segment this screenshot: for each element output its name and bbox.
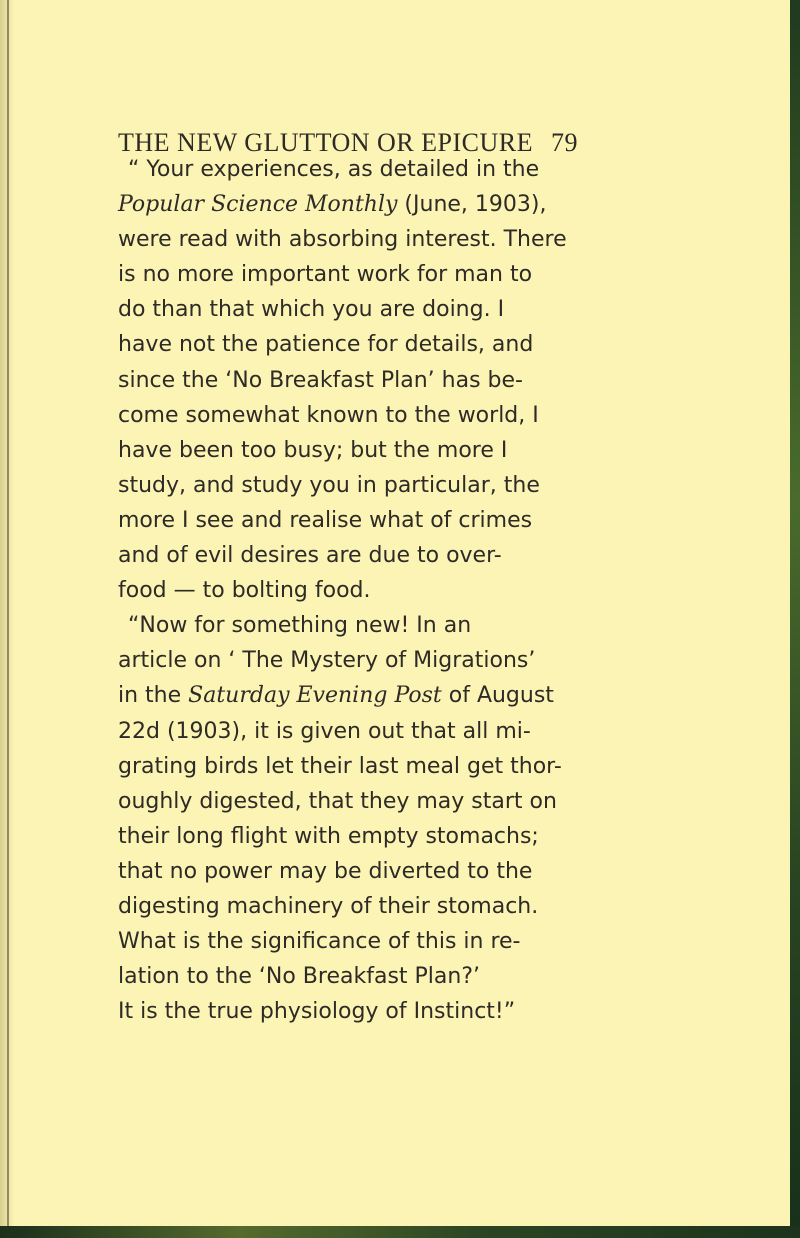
text-line: It is the true physiology of Instinct!” xyxy=(118,999,516,1025)
text-line: 22d (1903), it is given out that all mi- xyxy=(118,718,531,744)
text-line: digesting machinery of their stomach. xyxy=(118,893,539,919)
text-line: more I see and realise what of crimes xyxy=(118,507,533,533)
italic-title: Saturday Evening Post xyxy=(188,683,442,709)
text-line: come somewhat known to the world, I xyxy=(118,402,539,428)
text-line: Popular Science Monthly (June, 1903), xyxy=(118,192,547,218)
text-line: have not the patience for details, and xyxy=(118,332,534,358)
text-line: have been too busy; but the more I xyxy=(118,437,508,463)
body-text xyxy=(118,152,580,1029)
italic-title: Popular Science Monthly xyxy=(118,192,398,218)
text-line: do than that which you are doing. I xyxy=(118,297,505,323)
text-line: that no power may be diverted to the xyxy=(118,858,533,884)
text-line: their long flight with empty stomachs; xyxy=(118,823,539,849)
text-line: in the Saturday Evening Post of August xyxy=(118,683,554,709)
text-line: were read with absorbing interest. There xyxy=(118,227,567,253)
text-line: and of evil desires are due to over- xyxy=(118,543,502,569)
text-line: lation to the ‘No Breakfast Plan?’ xyxy=(118,964,481,990)
text-line: oughly digested, that they may start on xyxy=(118,788,557,814)
page-number: 79 xyxy=(551,128,578,157)
text-line: is no more important work for man to xyxy=(118,262,533,288)
book-cover-edge-right xyxy=(790,0,800,1238)
text-line: grating birds let their last meal get thor- xyxy=(118,753,562,779)
text-line: article on ‘ The Mystery of Migrations’ xyxy=(118,648,536,674)
text-line: study, and study you in particular, the xyxy=(118,472,540,498)
gutter-edge xyxy=(7,0,9,1226)
book-cover-edge-bottom xyxy=(0,1226,800,1238)
text-line: since the ‘No Breakfast Plan’ has be- xyxy=(118,367,523,393)
text-line: “Now for something new! In an xyxy=(128,613,472,639)
text-line: What is the significance of this in re- xyxy=(118,929,521,955)
running-head: THE NEW GLUTTON OR EPICURE xyxy=(118,128,534,157)
text-line: food — to bolting food. xyxy=(118,578,371,604)
text-line: “ Your experiences, as detailed in the xyxy=(128,157,540,182)
